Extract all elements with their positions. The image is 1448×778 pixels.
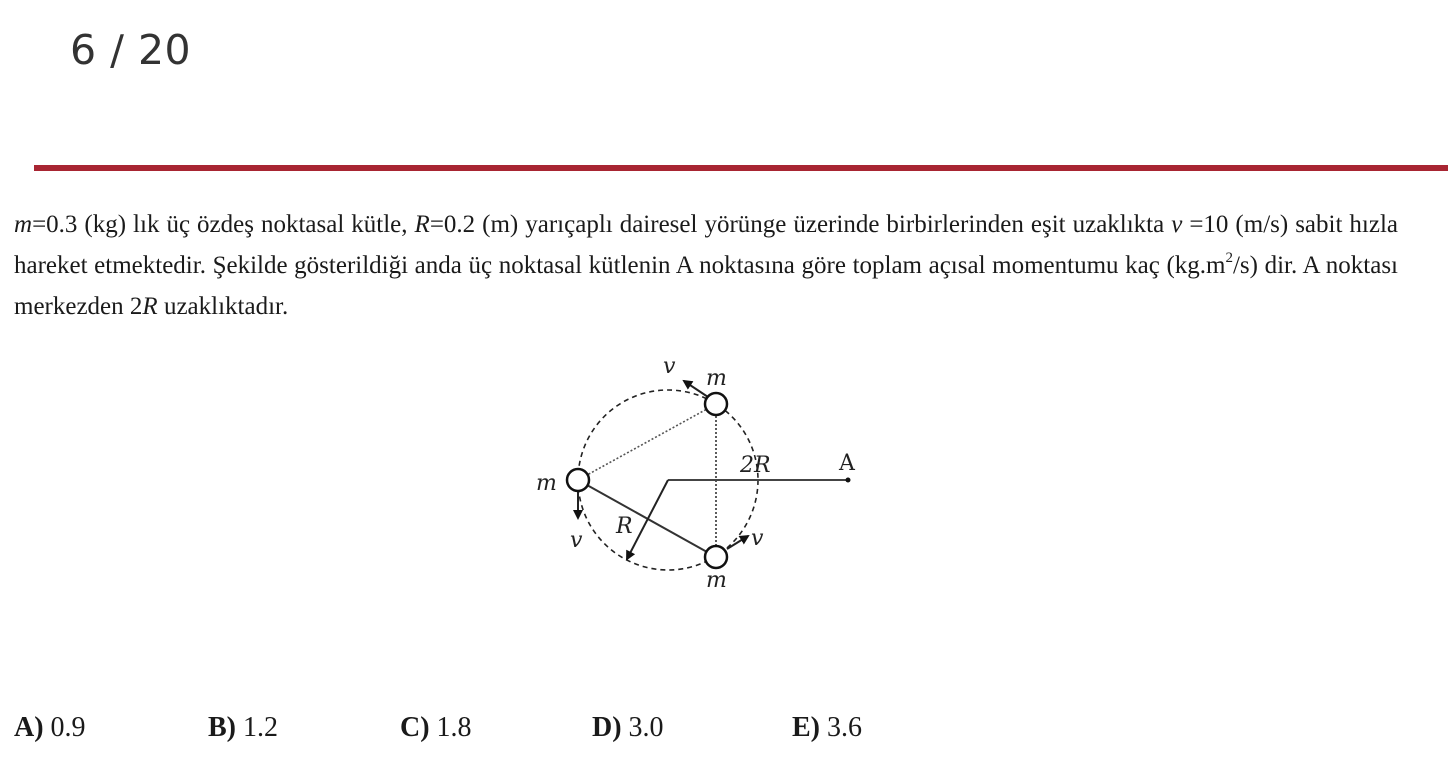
orbit-figure <box>520 345 880 600</box>
option-c-letter: C) <box>400 712 430 743</box>
option-e-letter: E) <box>792 712 820 743</box>
option-b-value: 1.2 <box>243 712 278 743</box>
orbit-diagram <box>520 345 880 600</box>
exponent: 2 <box>1225 250 1233 266</box>
label-m-left: m <box>536 471 557 496</box>
label-v-right: v <box>751 526 764 551</box>
radius-symbol-2: R <box>142 293 158 320</box>
label-v-top: v <box>663 354 676 379</box>
option-c-value: 1.8 <box>436 712 472 743</box>
question-part-5: uzaklıktadır. <box>157 293 289 320</box>
label-A: A <box>839 451 855 476</box>
answer-options <box>14 712 974 752</box>
option-e[interactable] <box>792 712 862 744</box>
option-c[interactable] <box>400 712 472 744</box>
velocity-symbol: v <box>1171 211 1183 238</box>
option-e-value: 3.6 <box>827 712 862 743</box>
question-text <box>14 204 1398 327</box>
triangle-side-left-top <box>578 404 716 480</box>
option-a[interactable] <box>14 712 86 744</box>
label-v-left: v <box>570 528 583 553</box>
velocity-arrow-right <box>727 536 748 549</box>
mass-bottom <box>705 546 727 568</box>
option-a-value: 0.9 <box>50 712 86 743</box>
mass-top <box>705 393 727 415</box>
header-divider <box>34 165 1448 171</box>
mass-left <box>567 469 589 491</box>
question-part-1: =0.3 (kg) lık üç özdeş noktasal kütle, <box>32 211 415 238</box>
option-d[interactable] <box>592 712 664 744</box>
point-A <box>846 478 851 483</box>
option-b-letter: B) <box>208 712 236 743</box>
label-m-bottom: m <box>706 568 727 593</box>
question-part-2: =0.2 (m) yarıçaplı dairesel yörünge üzerinde birbirlerinden eşit uzaklıkta <box>429 211 1172 238</box>
label-m-top: m <box>706 366 727 391</box>
label-2R: 2R <box>740 453 771 478</box>
option-d-value: 3.0 <box>628 712 664 743</box>
question-part-3: =10 (m/s) sabit hızla hareket etmektedir. Şekilde gösterildiği anda üç noktasal kütlenin A noktasına göre toplam açısal momentumu kaç (kg.m <box>14 211 1398 279</box>
mass-symbol: m <box>14 211 33 238</box>
question-part-4: /s) dir. A noktası merkezden 2 <box>14 252 1398 320</box>
option-d-letter: D) <box>592 712 622 743</box>
label-R: R <box>616 514 633 539</box>
radius-arrow <box>627 480 668 559</box>
radius-symbol: R <box>414 211 430 238</box>
option-a-letter: A) <box>14 712 44 743</box>
question-counter: 6 / 20 <box>70 26 192 74</box>
option-b[interactable] <box>208 712 278 744</box>
